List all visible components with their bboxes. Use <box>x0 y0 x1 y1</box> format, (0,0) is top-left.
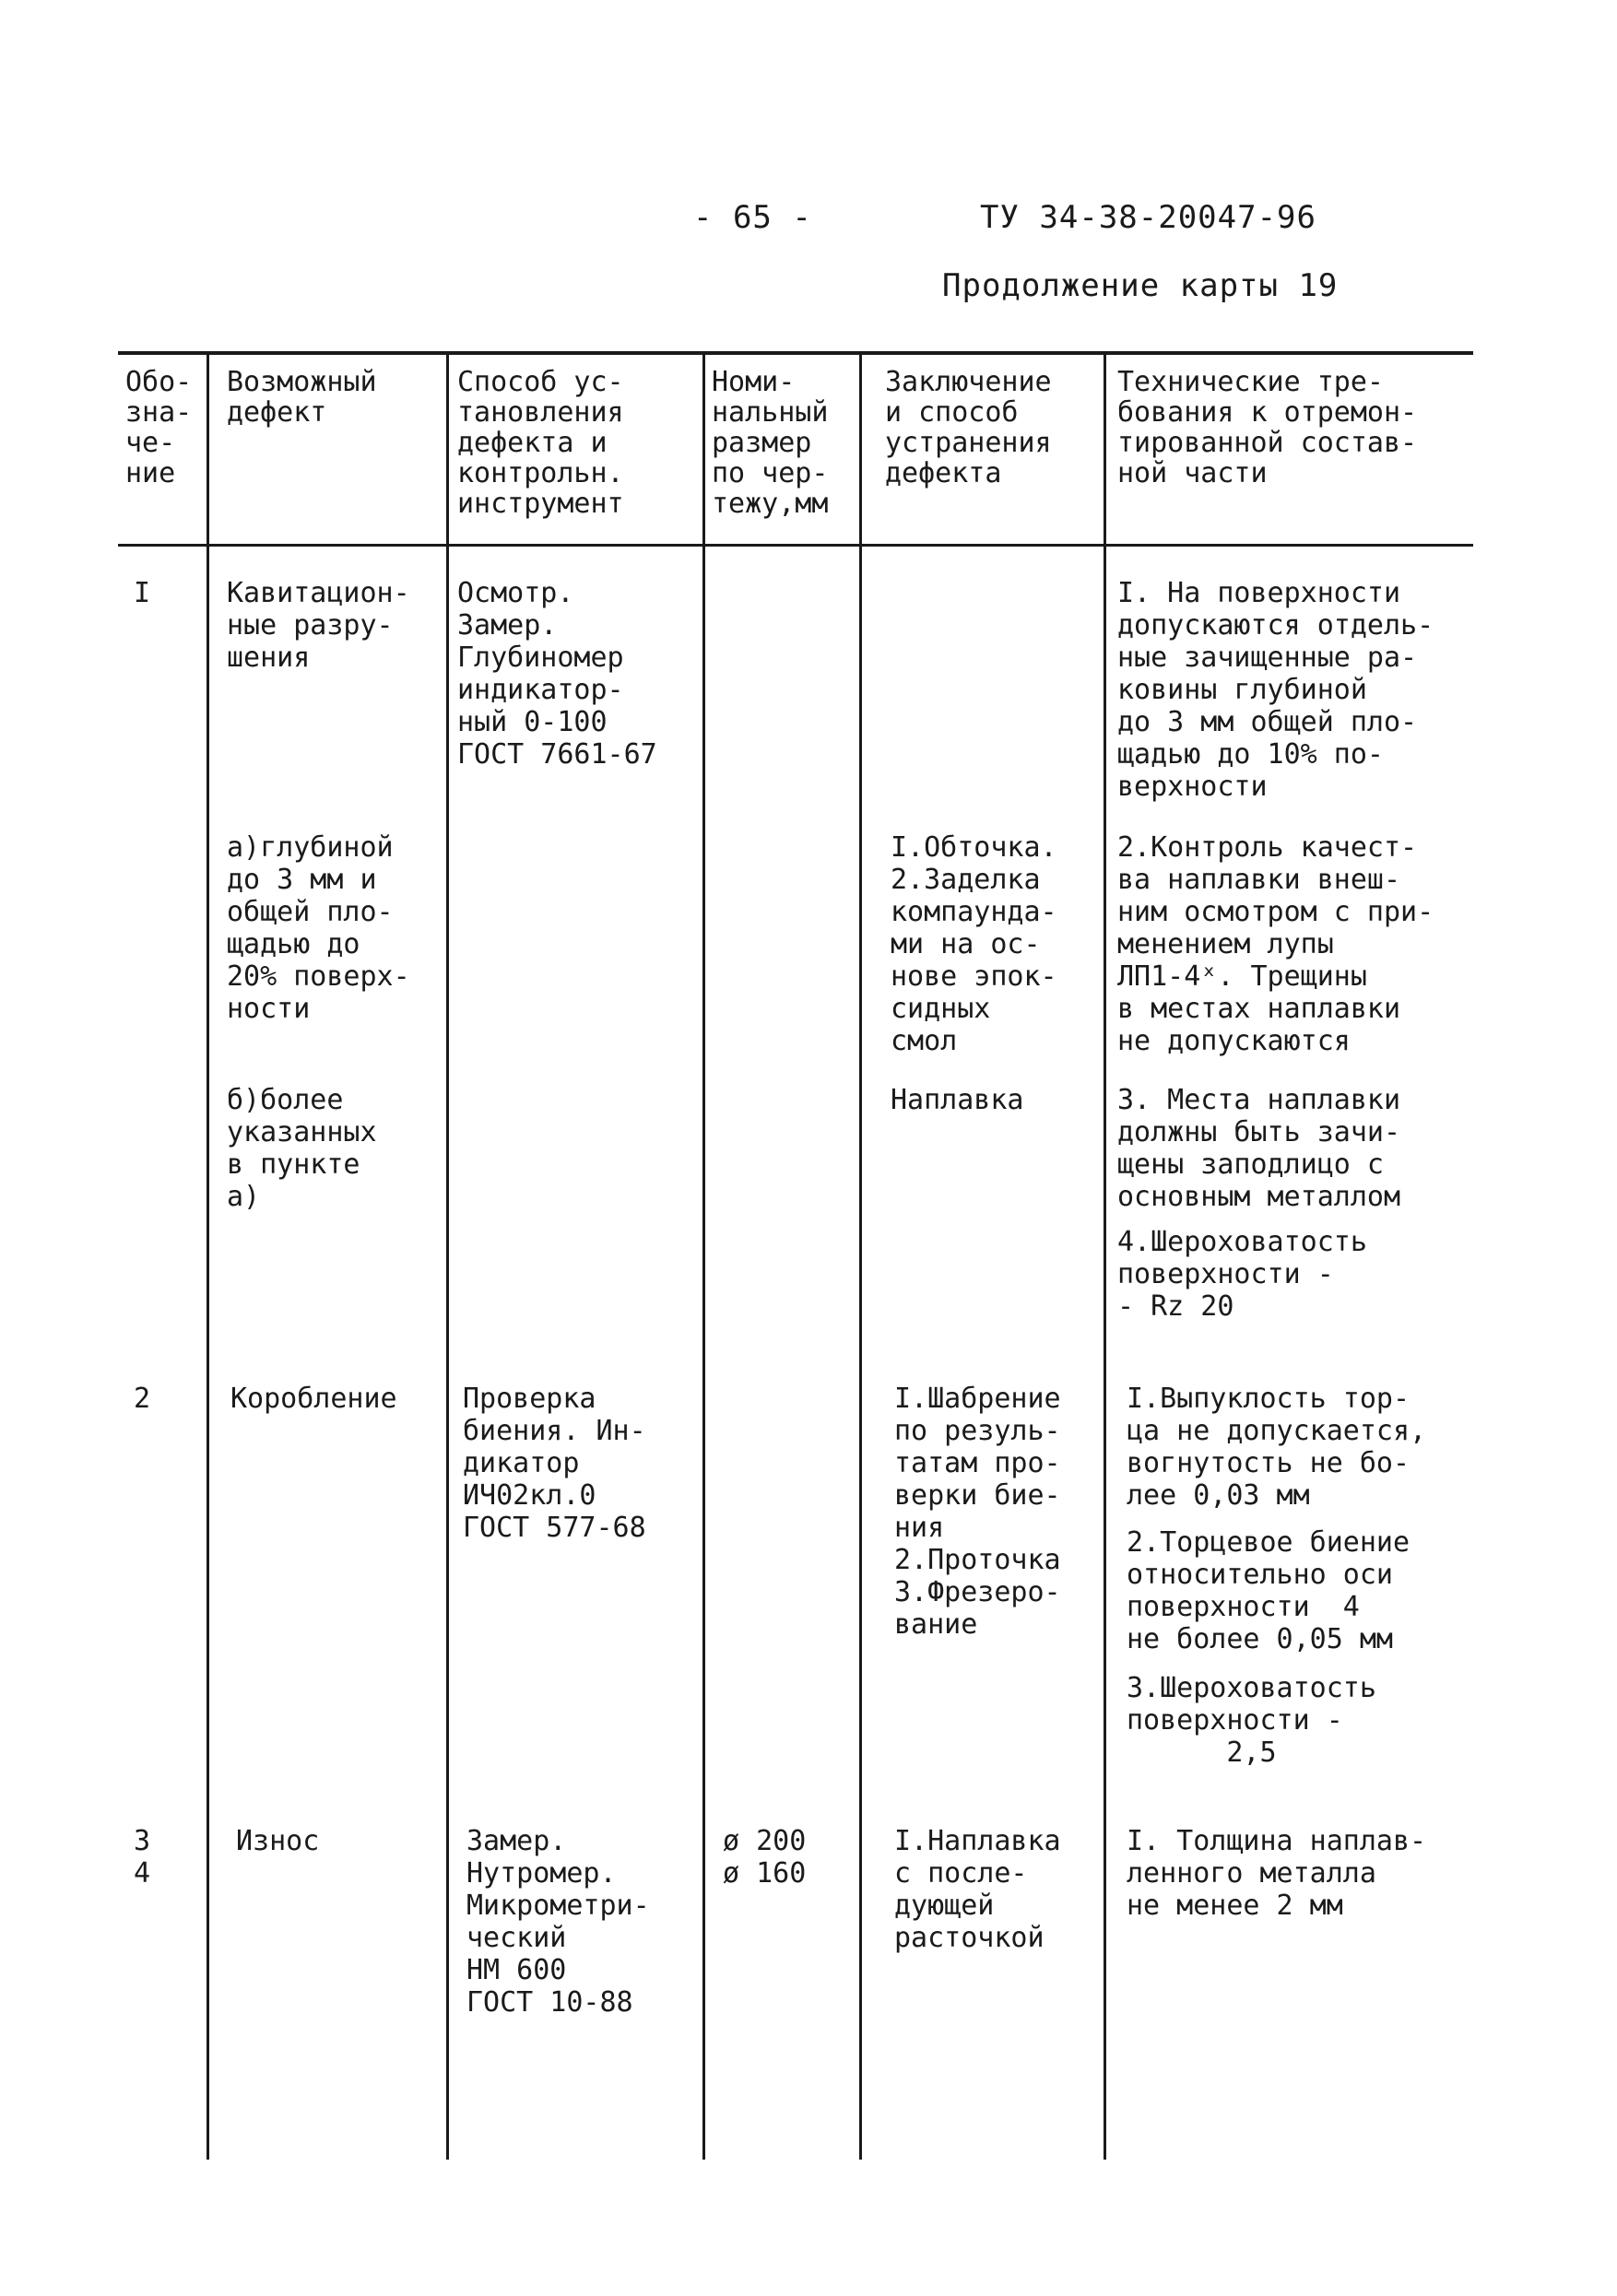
row2-method: Проверка биения. Ин- дикатор ИЧ02кл.0 ГОСТ 577-68 <box>463 1383 646 1544</box>
row1b-remedy: Наплавка <box>891 1084 1024 1116</box>
continuation-title: Продолжение карты 19 <box>942 267 1339 304</box>
row3-nominal: ø 200 ø 160 <box>723 1825 807 1890</box>
column-header-requirements: Технические тре- бования к отремон- тированной состав- ной части <box>1117 366 1418 489</box>
column-header-nominal: Номи- нальный размер по чер- тежу,мм <box>712 366 829 520</box>
row3-requirement: I. Толщина наплав- ленного металла не менее 2 мм <box>1127 1825 1427 1922</box>
row2-defect: Коробление <box>230 1383 397 1415</box>
document-code: ТУ 34-38-20047-96 <box>980 199 1316 236</box>
row1a-defect: а)глубиной до 3 мм и общей пло- щадью до 20% поверх- ности <box>227 831 410 1025</box>
table-top-rule <box>118 351 1473 355</box>
column-divider-3 <box>702 353 705 2160</box>
row2-designation: 2 <box>134 1383 151 1415</box>
row1b-roughness: 4.Шероховатость поверхности - - Rz 20 <box>1117 1226 1367 1323</box>
row1b-defect: б)более указанных в пункте а) <box>227 1084 377 1213</box>
row3-defect: Износ <box>236 1825 320 1857</box>
row3-method: Замер. Нутромер. Микрометри- ческий НМ 600 ГОСТ 10-88 <box>466 1825 650 2019</box>
page-number: - 65 - <box>693 199 812 236</box>
column-divider-4 <box>859 353 862 2160</box>
row2-requirement-3: 3.Шероховатость поверхности - 2,5 <box>1127 1672 1376 1769</box>
row1b-requirement: 3. Места наплавки должны быть зачи- щены заподлицо с основным металлом <box>1117 1084 1401 1213</box>
column-header-remedy: Заключение и способ устранения дефекта <box>885 366 1052 489</box>
column-divider-2 <box>446 353 449 2160</box>
row1-requirement: I. На поверхности допускаются отдель- ные зачищенные ра- ковины глубиной до 3 мм общей пло- щадью до 10% по- верхности <box>1117 577 1434 803</box>
row3-remedy: I.Наплавка с после- дующей расточкой <box>894 1825 1061 1954</box>
row1-designation: I <box>134 577 151 609</box>
row2-remedy: I.Шабрение по резуль- татам про- верки бие- ния 2.Проточка 3.Фрезеро- вание <box>894 1383 1061 1641</box>
row1a-requirement: 2.Контроль качест- ва наплавки внеш- ним осмотром с при- менением лупы ЛП1-4ˣ. Трещины в местах наплавки не допускаются <box>1117 831 1434 1057</box>
row2-requirement-2: 2.Торцевое биение относительно оси поверхности 4 не более 0,05 мм <box>1127 1526 1410 1655</box>
header-bottom-rule <box>118 544 1473 547</box>
column-divider-1 <box>207 353 209 2160</box>
row2-requirement: I.Выпуклость тор- ца не допускается, вогнутость не бо- лее 0,03 мм <box>1127 1383 1427 1512</box>
row3-designation: 3 4 <box>134 1825 151 1890</box>
row1-method: Осмотр. Замер. Глубиномер индикатор- ный 0-100 ГОСТ 7661-67 <box>457 577 657 771</box>
column-header-method: Способ ус- тановления дефекта и контрольн. инструмент <box>457 366 624 520</box>
column-header-defect: Возможный дефект <box>227 366 377 429</box>
row1-defect: Кавитацион- ные разру- шения <box>227 577 410 674</box>
column-divider-5 <box>1104 353 1106 2160</box>
row1a-remedy: I.Обточка. 2.Заделка компаундa- ми на ос- нове эпок- сидных смол <box>891 831 1057 1057</box>
column-header-designation: Обо- зна- че- ние <box>125 366 193 489</box>
